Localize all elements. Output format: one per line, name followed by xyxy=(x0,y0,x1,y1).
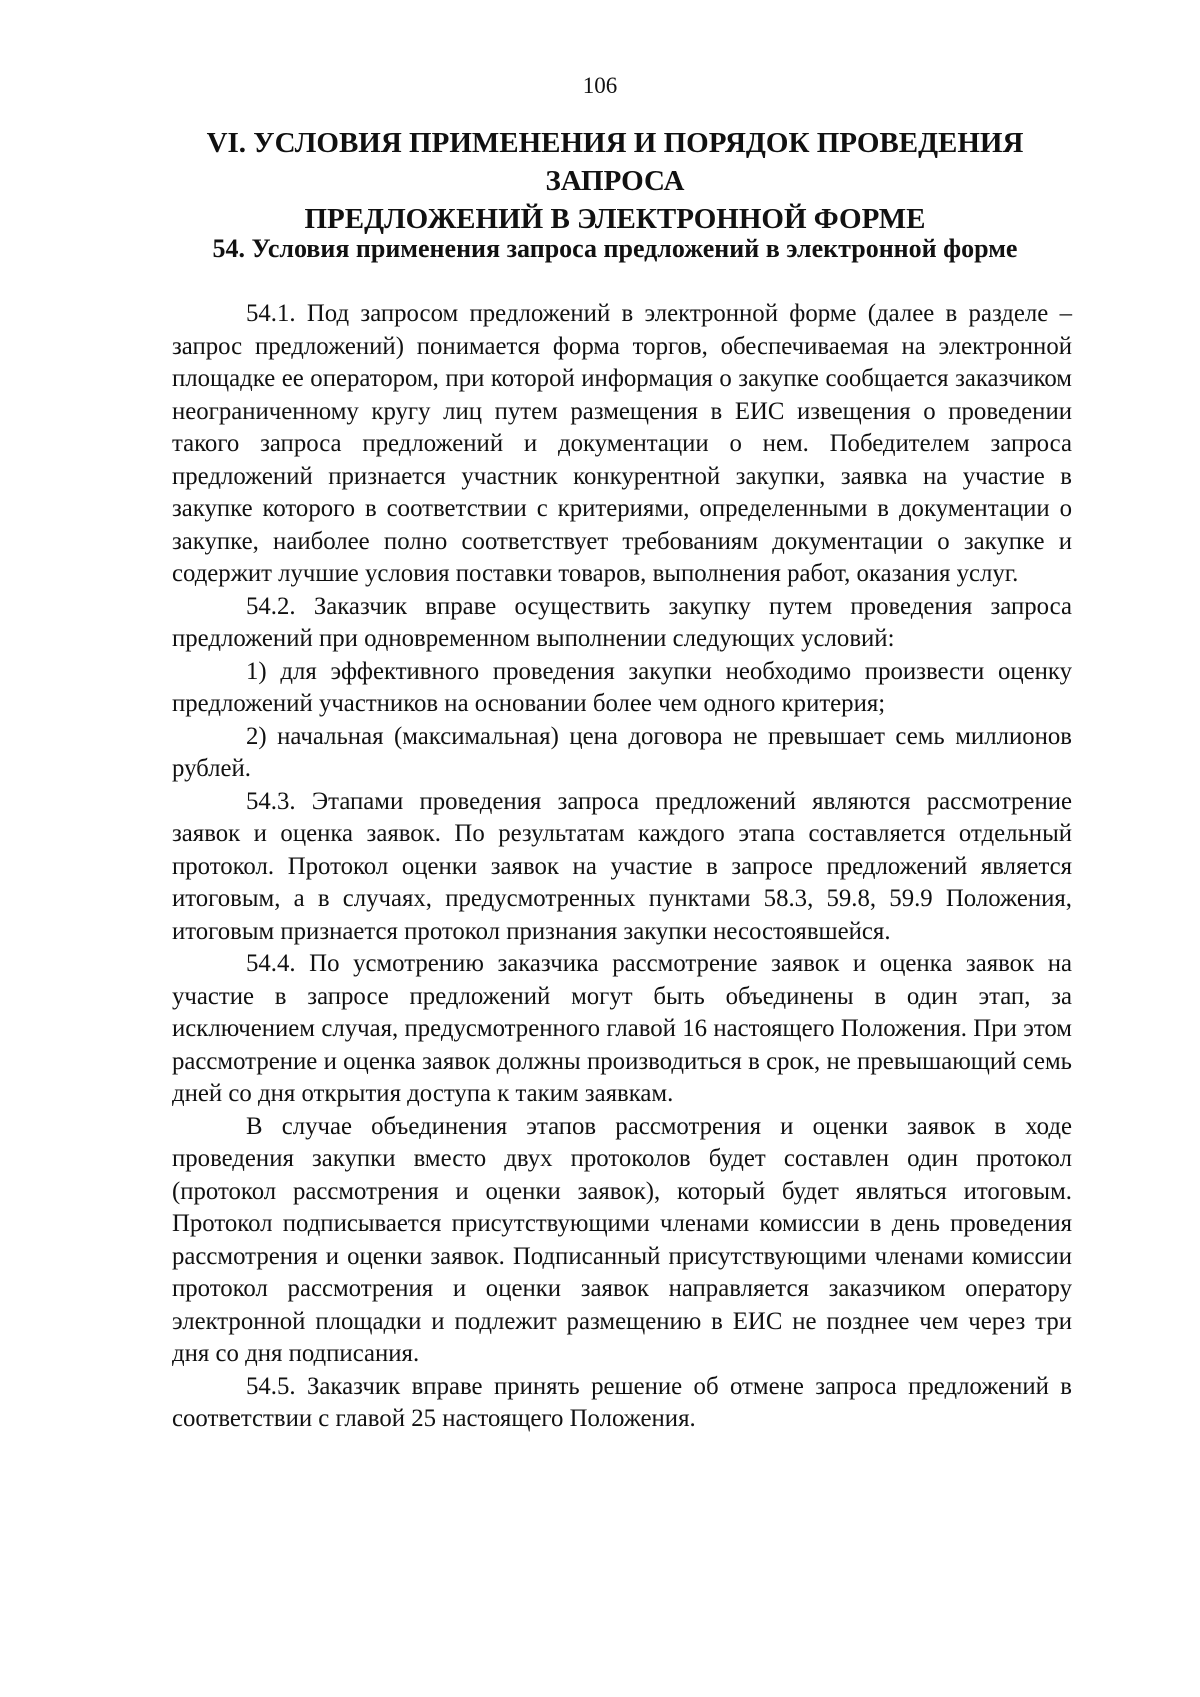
paragraph-54-4: 54.4. По усмотрению заказчика рассмотрение заявок и оценка заявок на участие в запросе предложений могут быть объединены в один этап, за исключением случая, предусмотренного главой 16 настоящего Положения. При этом рассмотрение и оценка заявок должны производиться в срок, не превышающий семь дней со дня открытия доступа к таким заявкам. xyxy=(172,950,1072,1107)
paragraph-54-5: 54.5. Заказчик вправе принять решение об отмене запроса предложений в соответствии с главой 25 настоящего Положения. xyxy=(172,1372,1072,1432)
paragraph-54-4-continued: В случае объединения этапов рассмотрения и оценки заявок в ходе проведения закупки вместо двух протоколов будет составлен один протокол (протокол рассмотрения и оценки заявок), который будет являться итоговым. Протокол подписывается присутствующими членами комиссии в день проведения рассмотрения и оценки заявок. Подписанный присутствующими членами комиссии протокол рассмотрения и оценки заявок направляется заказчиком оператору электронной площадки и подлежит размещению в ЕИС не позднее чем через три дня со дня подписания. xyxy=(172,1112,1072,1367)
section-title xyxy=(150,124,1080,238)
document-body xyxy=(172,298,1072,1436)
paragraph-54-1: 54.1. Под запросом предложений в электронной форме (далее в разделе – запрос предложений) понимается форма торгов, обеспечиваемая на электронной площадке ее оператором, при которой информация о закупке сообщается заказчиком неограниченному кругу лиц путем размещения в ЕИС извещения о проведении такого запроса предложений и документации о нем. Победителем запроса предложений признается участник конкурентной закупки, заявка на участие в закупке которого в соответствии с критериями, определенными в документации о закупке, наиболее полно соответствует требованиям документации о закупке и содержит лучшие условия поставки товаров, выполнения работ, оказания услуг. xyxy=(172,300,1072,587)
paragraph-54-2: 54.2. Заказчик вправе осуществить закупку путем проведения запроса предложений при одновременном выполнении следующих условий: xyxy=(172,592,1072,652)
paragraph-condition-1: 1) для эффективного проведения закупки необходимо произвести оценку предложений участников на основании более чем одного критерия; xyxy=(172,657,1072,717)
section-title-line-1: VI. УСЛОВИЯ ПРИМЕНЕНИЯ И ПОРЯДОК ПРОВЕДЕНИЯ ЗАПРОСА xyxy=(206,127,1024,197)
paragraph-condition-2: 2) начальная (максимальная) цена договора не превышает семь миллионов рублей. xyxy=(172,722,1072,782)
page-number: 106 xyxy=(582,73,618,98)
section-title-line-2: ПРЕДЛОЖЕНИЙ В ЭЛЕКТРОННОЙ ФОРМЕ xyxy=(304,203,926,235)
article-title: 54. Условия применения запроса предложений в электронной форме xyxy=(212,234,1018,263)
paragraph-54-3: 54.3. Этапами проведения запроса предложений являются рассмотрение заявок и оценка заявок. По результатам каждого этапа составляется отдельный протокол. Протокол оценки заявок на участие в запросе предложений является итоговым, а в случаях, предусмотренных пунктами 58.3, 59.8, 59.9 Положения, итоговым признается протокол признания закупки несостоявшейся. xyxy=(172,787,1072,945)
